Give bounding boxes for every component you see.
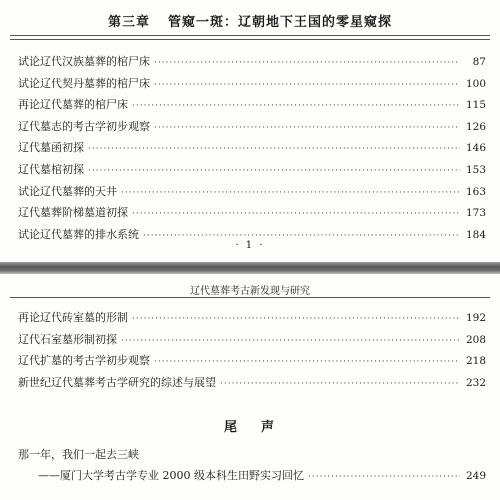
running-head: 辽代墓葬考古新发现与研究	[190, 286, 310, 297]
toc-entry-page: 232	[465, 376, 486, 389]
toc-entry-page: 173	[465, 207, 486, 220]
toc-entry[interactable]	[18, 161, 486, 183]
section-title	[0, 416, 500, 435]
toc-leader-dots	[88, 144, 460, 154]
toc-entry[interactable]	[18, 75, 486, 97]
toc-leader-dots	[154, 123, 460, 133]
epilogue-entry[interactable]	[18, 467, 486, 483]
chapter-title	[0, 11, 500, 30]
toc-entry-page: 146	[465, 142, 486, 155]
toc-leader-dots	[132, 209, 460, 219]
toc-entry[interactable]	[18, 96, 486, 118]
toc-leader-dots	[132, 101, 460, 111]
toc-entry-page: 153	[465, 163, 486, 176]
section-title-first: 尾	[223, 420, 239, 435]
toc-entry-title: 再论辽代砖室墓的形制	[18, 311, 128, 324]
toc-entry-title: 辽代墓葬阶梯墓道初探	[18, 206, 128, 220]
toc-leader-dots	[220, 379, 460, 389]
section-title-second: 声	[261, 420, 277, 435]
toc-entry-title: 辽代墓棺初探	[18, 162, 84, 176]
toc-leader-dots	[132, 314, 460, 324]
chapter-name: 管窥一斑：辽朝地下王国的零星窥探	[168, 15, 393, 30]
toc-entry-title: 试论辽代汉族墓葬的棺尸床	[18, 55, 150, 68]
toc-leader-dots	[308, 472, 460, 482]
toc-leader-dots	[88, 166, 460, 176]
toc-entry[interactable]	[18, 374, 486, 396]
toc-leader-dots	[154, 357, 460, 367]
toc-entry-page: 126	[465, 120, 486, 133]
toc-entry-title: 辽代石室墓形制初探	[18, 332, 117, 346]
page-number: · 1 ·	[235, 240, 265, 251]
toc-entry[interactable]	[18, 331, 486, 353]
toc-entry-title: 试论辽代墓葬的排水系统	[18, 227, 139, 241]
toc-entry[interactable]	[18, 139, 486, 161]
epilogue-page: 249	[465, 470, 486, 482]
toc-entry-page: 100	[465, 77, 486, 90]
toc-leader-dots	[154, 80, 460, 90]
toc-entry-title: 辽代扩墓的考古学初步观察	[18, 354, 150, 367]
toc-entry-title: 试论辽代墓葬的天井	[18, 184, 117, 198]
epilogue-entry-title[interactable]: 那一年，我们一起去三峡	[18, 448, 139, 461]
toc-entry-title: 试论辽代契丹墓葬的棺尸床	[18, 76, 150, 90]
toc-entry-title: 辽代墓志的考古学初步观察	[18, 119, 150, 133]
toc-entry-page: 163	[465, 185, 486, 198]
header-rule-thin	[10, 39, 490, 40]
toc-leader-dots	[121, 336, 460, 346]
chapter-label: 第三章	[107, 15, 150, 30]
toc-entry-page: 87	[472, 56, 486, 68]
toc-list-top	[18, 53, 486, 247]
toc-entry[interactable]	[18, 352, 486, 374]
toc-entry[interactable]	[18, 204, 486, 226]
toc-entry-page: 184	[465, 228, 486, 241]
toc-entry-page: 115	[465, 99, 486, 112]
toc-entry[interactable]	[18, 309, 486, 331]
toc-entry[interactable]	[18, 118, 486, 140]
toc-leader-dots	[154, 58, 460, 68]
toc-entry-title: 辽代墓函初探	[18, 141, 84, 155]
header-rule	[10, 35, 490, 36]
toc-entry-page: 218	[465, 355, 486, 367]
page-gutter	[0, 262, 500, 274]
toc-entry-title: 再论辽代墓葬的棺尸床	[18, 98, 128, 112]
running-head-rule	[10, 297, 490, 298]
toc-entry-title: 新世纪辽代墓葬考古学研究的综述与展望	[18, 375, 216, 389]
toc-leader-dots	[121, 188, 460, 198]
toc-entry-page: 208	[465, 333, 486, 346]
epilogue-subtitle: ——厦门大学考古学专业 2000 级本科生田野实习回忆	[38, 469, 304, 482]
toc-entry[interactable]	[18, 53, 486, 75]
toc-entry[interactable]	[18, 183, 486, 205]
toc-list-bottom	[18, 309, 486, 395]
toc-entry-page: 192	[465, 312, 486, 324]
